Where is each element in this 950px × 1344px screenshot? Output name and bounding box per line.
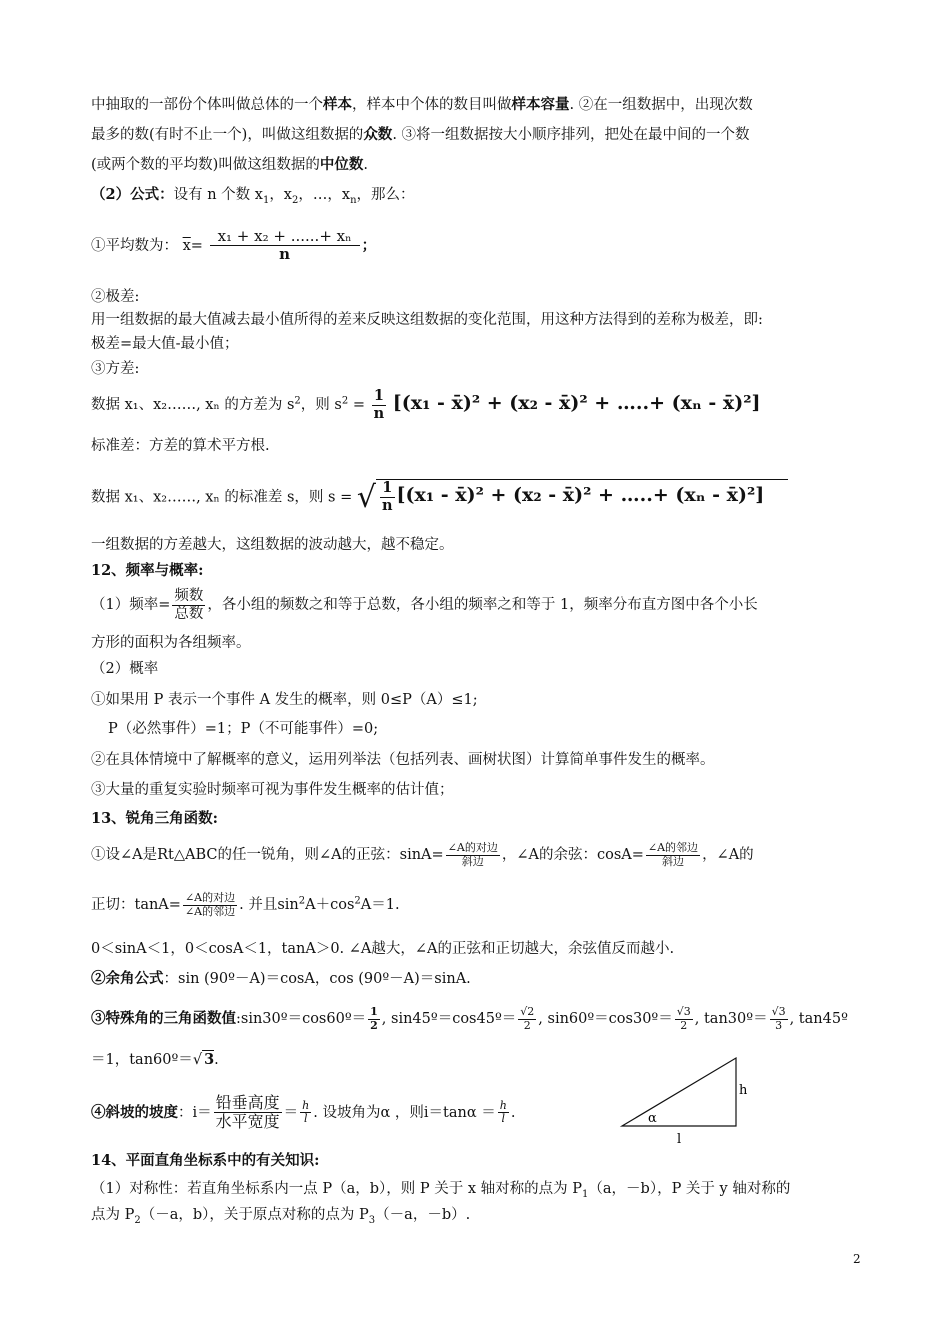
page-number: 2 xyxy=(853,1252,861,1266)
mean-formula: ①平均数为： $\overline{x}=$ $\frac{\text{x₁ + x₂ + ......+ xₙ}}{n}$ ； xyxy=(91,227,377,264)
special-angles: ③特殊角的三角函数值:sin30º＝cos60º＝ $\frac{1}{2}$ , sin45º＝cos45º＝ $\frac{√2}{2}$ , sin60º＝cos30º＝ $\frac{√3}{2}$ , tan30º＝ $\frac{√3}{3}$ , tan45º xyxy=(91,1005,848,1032)
triangle-shape xyxy=(622,1058,736,1126)
text-line: ①如果用 P 表示一个事件 A 发生的概率，则 0≤P（A）≤1; xyxy=(91,692,478,708)
mean-fraction: $\frac{\text{x₁ + x₂ + ......+ xₙ}}{n}$ xyxy=(210,228,360,264)
range-formula: 极差=最大值-最小值； xyxy=(91,336,239,352)
trig-sine-cosine: ①设∠A是Rt△ABC的任一锐角，则∠A的正弦：sinA= $\frac{\text{∠A的对边}}{\text{斜边}}$ ，∠A的余弦：cosA= $\frac{\text{∠A的邻边}}{\text{斜边}}$ ，∠A的 xyxy=(91,841,754,868)
section-14-heading: 14、平面直角坐标系中的有关知识: xyxy=(91,1152,320,1169)
variance-coefficient: $\frac{1}{n}$ xyxy=(373,387,385,422)
special-angles-cont: ＝1，tan60º＝√ 3. xyxy=(91,1051,219,1068)
sqrt-icon: √ xyxy=(356,480,376,515)
probability-title: （2）概率 xyxy=(91,661,159,677)
range-definition: 用一组数据的最大值减去最小值所得的差来反映这组数据的变化范围，用这种方法得到的差称为极差，即: xyxy=(91,312,763,328)
variance-note: 一组数据的方差越大，这组数据的波动越大，越不稳定。 xyxy=(91,537,454,553)
trig-tangent: 正切：tanA= $\frac{\text{∠A的对边}}{\text{∠A的邻边}}$ . 并且$\sin^2A+\cos^2A=1$. xyxy=(91,891,400,918)
section-12-heading: 12、频率与概率: xyxy=(91,562,204,579)
frequency-fraction: $\frac{\text{频数}}{\text{总数}}$ xyxy=(174,588,204,622)
section-13-heading: 13、锐角三角函数: xyxy=(91,810,219,827)
text-line: 0＜sinA＜1，0＜cosA＜1，tanA＞0. ∠A越大，∠A的正弦和正切越大，余弦值反而越小. xyxy=(91,941,675,957)
symmetry-line: 点为 $P_2(-a$，b），关于原点对称的点为 $P_3(-a$，－b）. xyxy=(91,1207,471,1226)
text-line: (或两个数的平均数)叫做这组数据的中位数. xyxy=(91,156,368,173)
std-formula: 数据 x₁、x₂……, xₙ 的标准差 s，则 s = √ $\frac{1}{n}$ [(x₁ - x̄)² + (x₂ - x̄)² + …..+ (xₙ - x̄)²] xyxy=(91,478,788,517)
std-definition: 标准差：方差的算术平方根. xyxy=(91,438,270,454)
complement-formula: ②余角公式：sin (90º－A)＝cosA，cos (90º－A)＝sinA. xyxy=(91,970,471,987)
slope-triangle-diagram xyxy=(618,1054,748,1146)
variance-title: ③方差: xyxy=(91,361,140,377)
symmetry-line: （1）对称性：若直角坐标系内一点 P（a，b），则 P 关于 x 轴对称的点为 $P_1(a$，－b），P 关于 y 轴对称的 xyxy=(91,1181,791,1200)
std-radicand: $\frac{1}{n}$ [(x₁ - x̄)² + (x₂ - x̄)² + …..+ (xₙ - x̄)²] xyxy=(376,479,788,514)
triangle-height-label: h xyxy=(739,1083,748,1098)
slope-formula: ④斜坡的坡度：i＝ $\frac{\text{铅垂高度}}{\text{水平宽度}}$ ＝ $\frac{h}{l}$ . 设坡角为α ，则i＝tanα ＝ $\frac{h}{l}$ . xyxy=(91,1093,516,1132)
text-line: 方形的面积为各组频率。 xyxy=(91,635,251,651)
text-line: 最多的数(有时不止一个)，叫做这组数据的众数. ③将一组数据按大小顺序排列，把处在最中间的一个数 xyxy=(91,126,750,143)
formula-heading: （2）公式：设有 n 个数 $x_1$，$x_2$，…，$x_n$，那么： xyxy=(91,186,415,206)
text-line: 中抽取的一部份个体叫做总体的一个样本，样本中个体的数目叫做样本容量. ②在一组数据中，出现次数 xyxy=(91,96,753,113)
text-line: ③大量的重复实验时频率可视为事件发生概率的估计值； xyxy=(91,782,454,798)
range-title: ②极差: xyxy=(91,289,140,305)
triangle-angle-label: α xyxy=(648,1111,657,1126)
frequency-formula: （1）频率= $\frac{\text{频数}}{\text{总数}}$ ，各小组的频数之和等于总数，各小组的频率之和等于 1，频率分布直方图中各个小长 xyxy=(91,588,758,622)
text-line: ②在具体情境中了解概率的意义，运用列举法（包括列表、画树状图）计算简单事件发生的概率。 xyxy=(91,752,715,768)
variance-formula: 数据 x₁、x₂……, xₙ 的方差为 $s^2$，则 $s^2$ = $\frac{1}{n}$ [(x₁ - x̄)² + (x₂ - x̄)² + …..+ (xₙ - x̄)²] xyxy=(91,387,761,422)
triangle-length-label: l xyxy=(677,1132,682,1146)
text-line: P（必然事件）=1；P（不可能事件）=0; xyxy=(108,721,379,737)
